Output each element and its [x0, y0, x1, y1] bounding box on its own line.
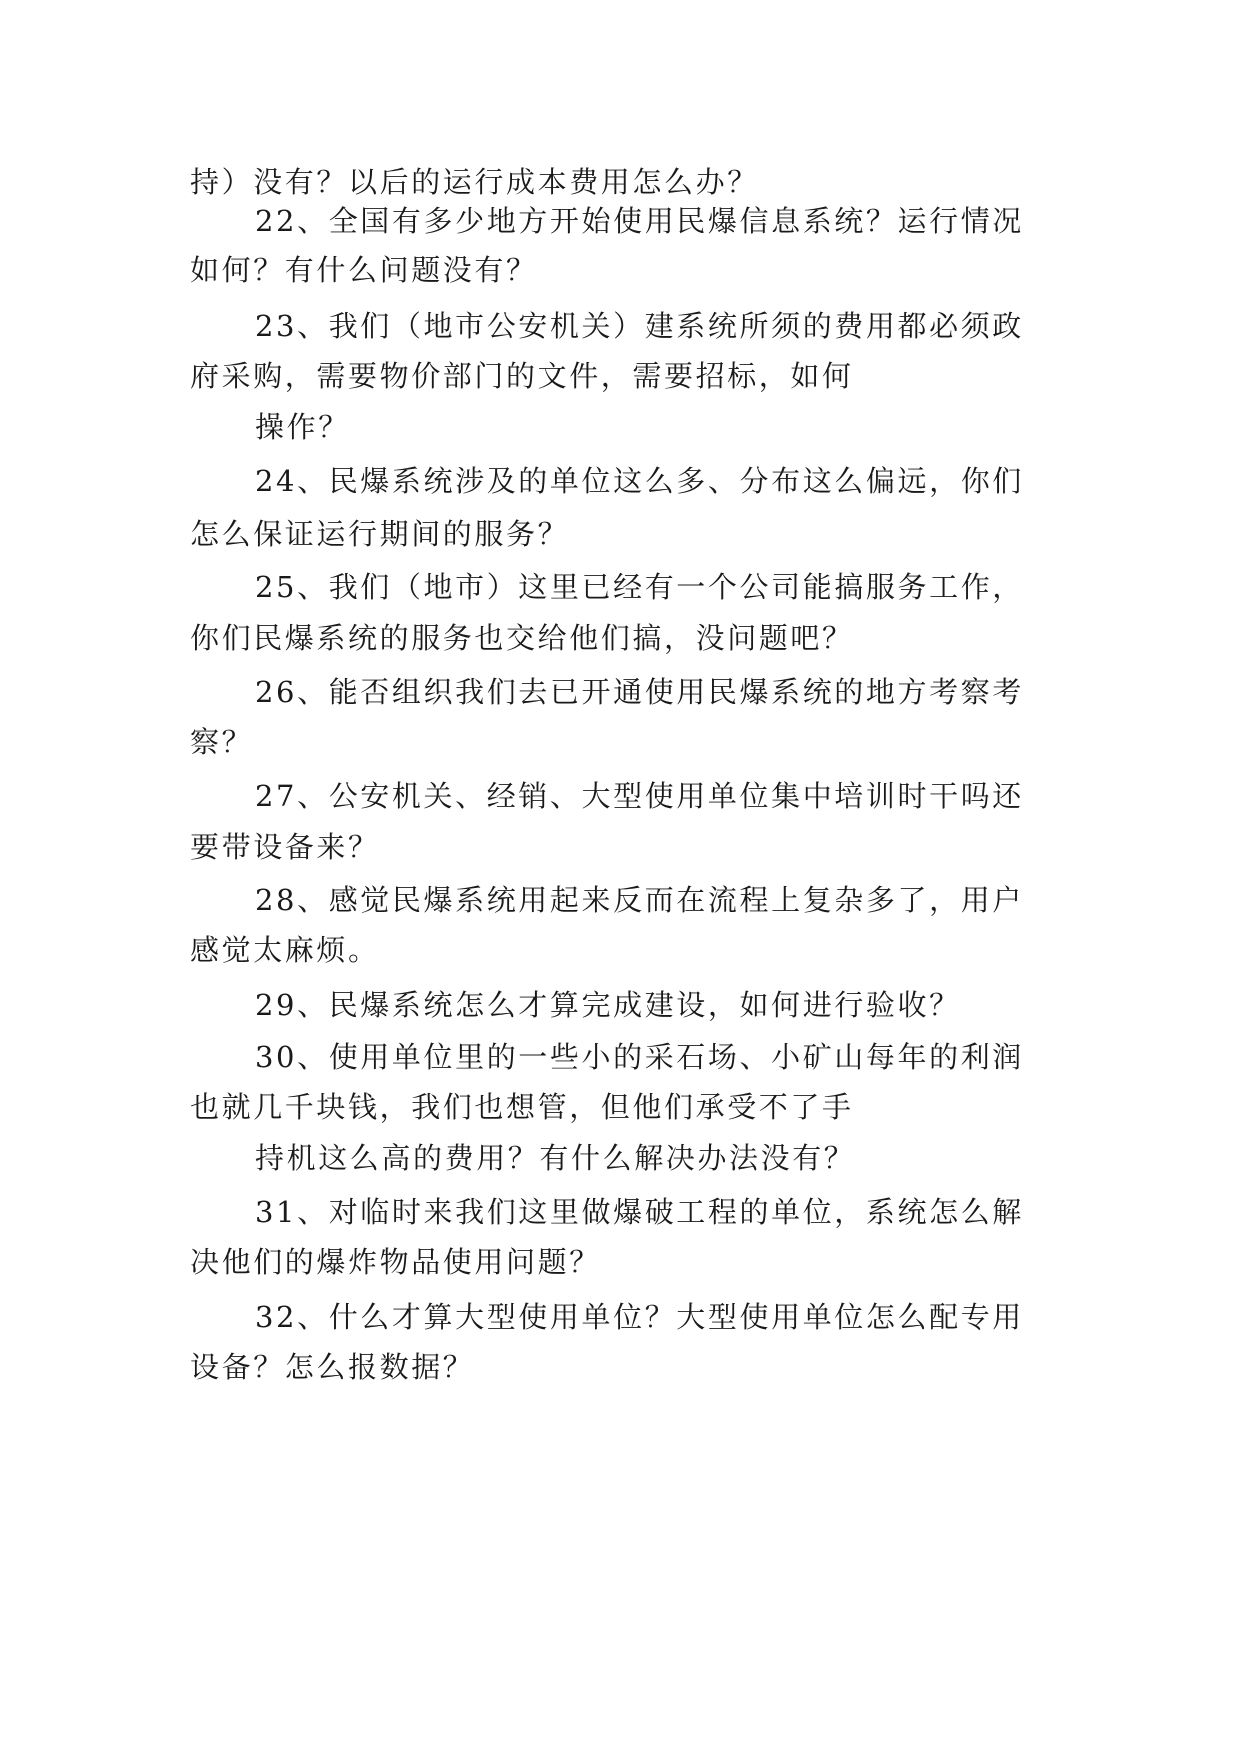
text-line: 32、什么才算大型使用单位？大型使用单位怎么配专用: [255, 1300, 1024, 1334]
text-line: 27、公安机关、经销、大型使用单位集中培训时干吗还: [255, 779, 1024, 813]
text-line: 28、感觉民爆系统用起来反而在流程上复杂多了，用户: [255, 883, 1024, 917]
text-line: 操作？: [255, 410, 350, 444]
text-line: 29、民爆系统怎么才算完成建设，如何进行验收？: [255, 988, 961, 1022]
text-line: 也就几千块钱，我们也想管，但他们承受不了手: [190, 1090, 854, 1124]
text-line: 25、我们（地市）这里已经有一个公司能搞服务工作，: [255, 570, 1024, 604]
text-line: 如何？有什么问题没有？: [190, 253, 538, 287]
text-line: 24、民爆系统涉及的单位这么多、分布这么偏远，你们: [255, 464, 1024, 498]
text-line: 30、使用单位里的一些小的采石场、小矿山每年的利润: [255, 1040, 1024, 1074]
text-line: 要带设备来？: [190, 830, 380, 864]
text-line: 23、我们（地市公安机关）建系统所须的费用都必须政: [255, 309, 1024, 343]
text-line: 22、全国有多少地方开始使用民爆信息系统？运行情况: [255, 204, 1024, 238]
text-line: 感觉太麻烦。: [190, 933, 380, 967]
text-line: 持）没有？以后的运行成本费用怎么办？: [190, 165, 759, 199]
text-line: 府采购，需要物价部门的文件，需要招标，如何: [190, 359, 854, 393]
text-line: 怎么保证运行期间的服务？: [190, 517, 570, 551]
text-line: 31、对临时来我们这里做爆破工程的单位，系统怎么解: [255, 1195, 1024, 1229]
text-line: 决他们的爆炸物品使用问题？: [190, 1245, 601, 1279]
text-line: 26、能否组织我们去已开通使用民爆系统的地方考察考: [255, 675, 1024, 709]
text-line: 你们民爆系统的服务也交给他们搞，没问题吧？: [190, 621, 854, 655]
text-line: 持机这么高的费用？有什么解决办法没有？: [255, 1141, 856, 1175]
text-line: 察？: [190, 725, 254, 759]
text-line: 设备？怎么报数据？: [190, 1350, 475, 1384]
